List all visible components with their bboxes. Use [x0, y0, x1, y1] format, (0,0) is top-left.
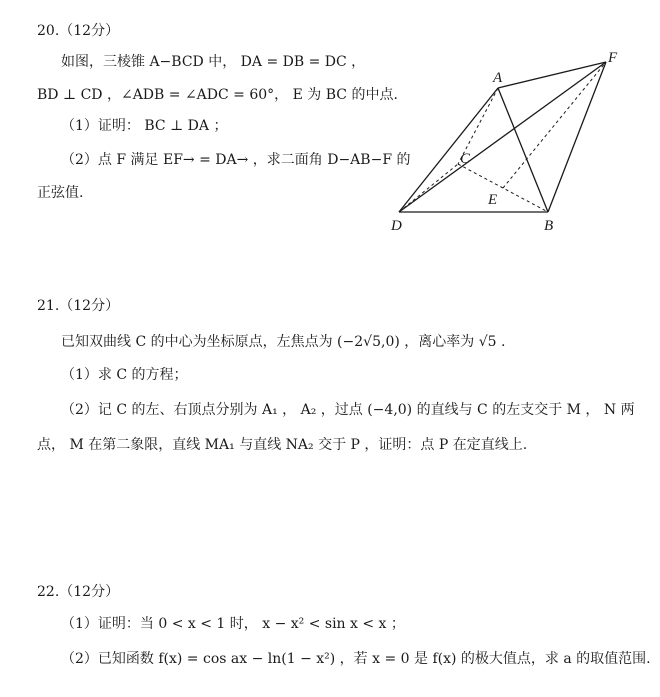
edge-AF — [498, 62, 606, 88]
label-D: D — [391, 218, 402, 234]
label-B: B — [544, 218, 554, 234]
q20-line2: BD ⊥ CD ，∠ADB = ∠ADC = 60°， E 为 BC 的中点. — [37, 87, 398, 103]
q22-header: 22.（12分） — [37, 584, 120, 600]
edge-DF — [399, 62, 606, 212]
q20-part1: （1）证明： BC ⊥ DA ； — [61, 118, 228, 134]
q22-part2: （2）已知函数 f(x) = cos ax − ln(1 − x²) ，若 x = 0 是 f(x) 的极大值点，求 a 的取值范围. — [61, 651, 651, 667]
q21-part2: （2）记 C 的左、右顶点分别为 A₁ ， A₂ ，过点 (−4,0) 的直线与 C 的左支交于 M ， N 两 — [61, 402, 635, 418]
edge-AB — [498, 88, 548, 212]
q20-header: 20.（12分） — [37, 23, 120, 39]
q20-line1: 如图，三棱锥 A−BCD 中， DA = DB = DC ， — [61, 54, 366, 70]
q21-part1: （1）求 C 的方程； — [61, 367, 188, 383]
q20-part2-cont: 正弦值. — [37, 185, 84, 201]
q22-part1: （1）证明：当 0 < x < 1 时， x − x² < sin x < x ； — [61, 616, 405, 632]
q20-part2: （2）点 F 满足 EF→ = DA→ ，求二面角 D−AB−F 的 — [61, 152, 411, 168]
edge-FB — [548, 62, 606, 212]
label-C: C — [460, 151, 471, 167]
q21-header: 21.（12分） — [37, 298, 120, 314]
label-A: A — [493, 70, 503, 86]
label-E: E — [488, 192, 498, 208]
label-F: F — [608, 50, 618, 66]
edge-AD — [399, 88, 498, 212]
tetrahedron-figure — [384, 48, 624, 238]
q21-part2-cont: 点， M 在第二象限，直线 MA₁ 与直线 NA₂ 交于 P ，证明：点 P 在定直线上. — [37, 437, 528, 453]
q21-line1: 已知双曲线 C 的中心为坐标原点，左焦点为 (−2√5,0) ，离心率为 √5 . — [61, 334, 506, 350]
